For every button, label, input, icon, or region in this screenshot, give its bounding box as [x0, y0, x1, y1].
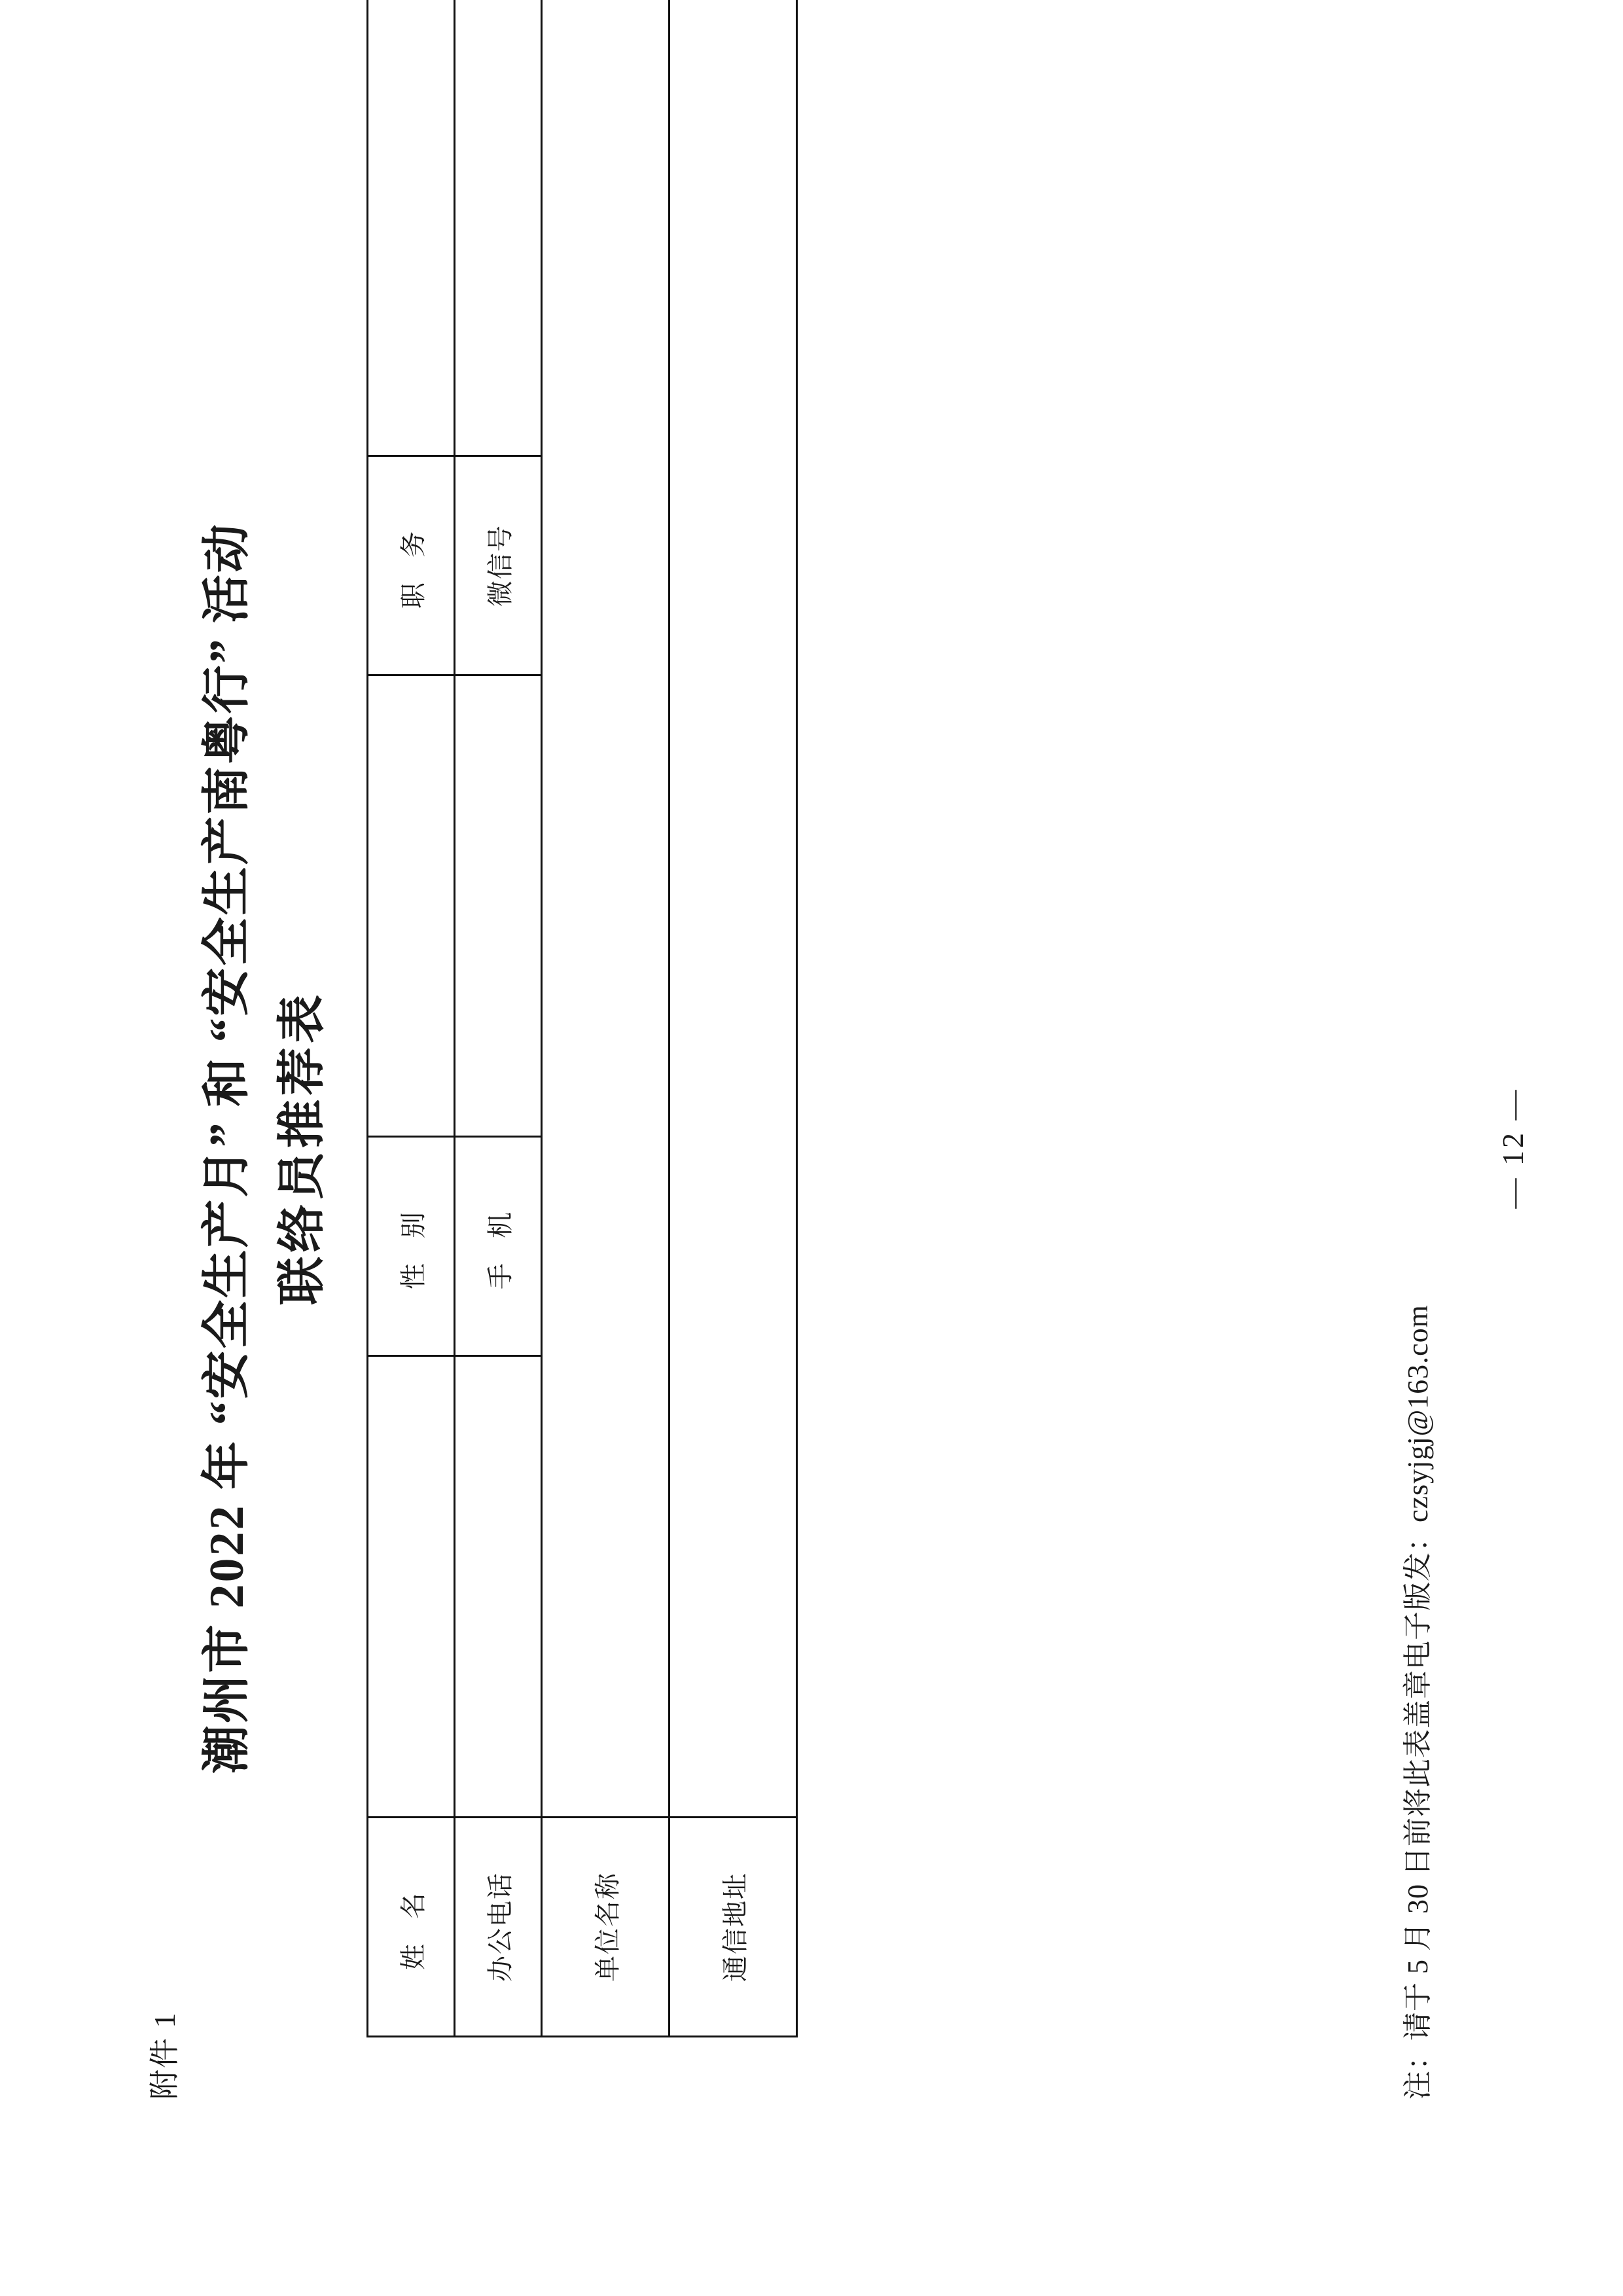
cell-value-wechat[interactable]: [455, 0, 542, 456]
cell-label-position: 职 务: [368, 456, 455, 675]
page-title: [190, 0, 340, 2296]
page-number: — 12 —: [1496, 1087, 1529, 1209]
page-title-line-1: 潮州市 2022 年 “安全生产月” 和 “安全生产南粤行” 活动: [200, 522, 254, 1774]
attachment-label: 附件 1: [148, 2011, 181, 2100]
cell-label-office-phone: 办公电话: [455, 1818, 542, 2037]
table-row: [669, 0, 797, 2037]
cell-value-mobile[interactable]: [455, 675, 542, 1137]
cell-label-gender: 性 别: [368, 1137, 455, 1356]
submission-note: 注：请于 5 月 30 日前将此表盖章电子版发：czsyjgj@163.com: [1402, 1304, 1434, 2100]
cell-value-mailing-address[interactable]: [669, 0, 797, 1818]
cell-label-mailing-address: 通信地址: [669, 1818, 797, 2037]
table-row: [542, 0, 669, 2037]
cell-value-gender[interactable]: [368, 675, 455, 1137]
cell-value-name[interactable]: [368, 1356, 455, 1818]
contact-recommendation-table: [366, 0, 798, 2037]
page-title-line-2: 联络员推荐表: [275, 991, 329, 1305]
cell-label-mobile: 手 机: [455, 1137, 542, 1356]
cell-value-unit-name[interactable]: [542, 0, 669, 1818]
table-row: [455, 0, 542, 2037]
cell-label-unit-name: 单位名称: [542, 1818, 669, 2037]
cell-value-position[interactable]: [368, 0, 455, 456]
cell-label-wechat: 微信号: [455, 456, 542, 675]
cell-value-office-phone[interactable]: [455, 1356, 542, 1818]
cell-label-name: 姓 名: [368, 1818, 455, 2037]
table-row: [368, 0, 455, 2037]
